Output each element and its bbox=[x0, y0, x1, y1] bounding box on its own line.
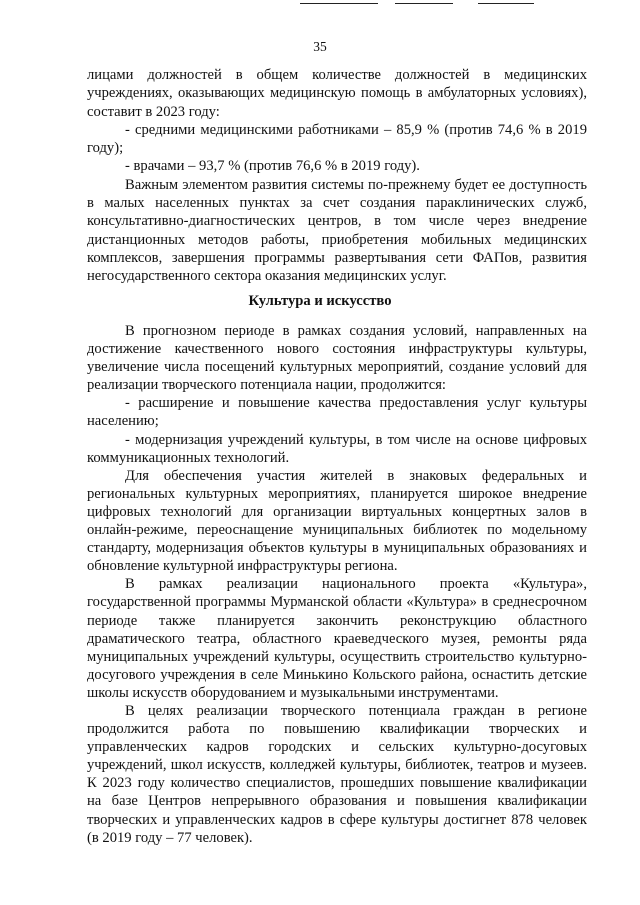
section-heading: Культура и искусство bbox=[248, 293, 392, 309]
paragraph: Для обеспечения участия жителей в знаковых федеральных и региональных культурных мероприятиях, планируется широкое внедрение цифровых технологий для организации виртуальных концертных залов в онлайн-режиме, переоснащение муниципальных библиотек по модельному стандарту, модернизация объектов культуры в муниципальных образованиях и обновление культурной инфраструктуры региона. bbox=[87, 467, 587, 575]
page-number: 35 bbox=[313, 39, 327, 54]
top-edge-line bbox=[300, 3, 378, 4]
paragraph: В прогнозном периоде в рамках создания условий, направленных на достижение качественного нового состояния инфраструктуры культуры, увеличение числа посещений культурных мероприятий, создание условий для реализации творческого потенциала нации, продолжится: bbox=[87, 323, 587, 394]
list-item: - врачами – 93,7 % (против 76,6 % в 2019 году). bbox=[125, 158, 420, 175]
top-edge-line bbox=[478, 3, 534, 4]
health-section bbox=[87, 66, 587, 286]
paragraph: В рамках реализации национального проекта «Культура», государственной программы Мурманской области «Культура» в среднесрочном периоде также планируется закончить реконструкцию областного драматического театра, областного краеведческого музея, ремонты ряда муниципальных учреждений культуры, осуществить строительство культурно-досугового учреждения в селе Минькино Кольского района, оснастить детские школы искусств оборудованием и музыкальными инструментами. bbox=[87, 576, 587, 701]
list-item: - средними медицинскими работниками – 85,9 % (против 74,6 % в 2019 году); bbox=[87, 121, 587, 157]
paragraph: В целях реализации творческого потенциала граждан в регионе продолжится работа по повышению квалификации творческих и управленческих кадров городских и сельских культурно-досуговых учреждений, школ искусств, колледжей культуры, библиотек, театров и музеев. К 2023 году количество специалистов, прошедших повышение квалификации на базе Центров непрерывного образования и повышения квалификации творческих и управленческих кадров в сфере культуры достигнет 878 человек (в 2019 году – 77 человек). bbox=[87, 702, 587, 846]
paragraph: лицами должностей в общем количестве должностей в медицинских учреждениях, оказывающих медицинскую помощь в амбулаторных условиях), составит в 2023 году: bbox=[87, 67, 587, 120]
culture-section bbox=[87, 322, 587, 847]
paragraph: Важным элементом развития системы по-прежнему будет ее доступность в малых населенных пунктах за счет создания параклинических служб, консультативно-диагностических центров, в том числе через внедрение дистанционных методов работы, приобретения мобильных медицинских комплексов, завершения программы развертывания сети ФАПов, развития негосударственного сектора оказания медицинских услуг. bbox=[87, 176, 587, 285]
list-item: - расширение и повышение качества предоставления услуг культуры населению; bbox=[87, 395, 587, 430]
list-item: - модернизация учреждений культуры, в том числе на основе цифровых коммуникационных технологий. bbox=[87, 431, 587, 466]
top-edge-line bbox=[395, 3, 453, 4]
